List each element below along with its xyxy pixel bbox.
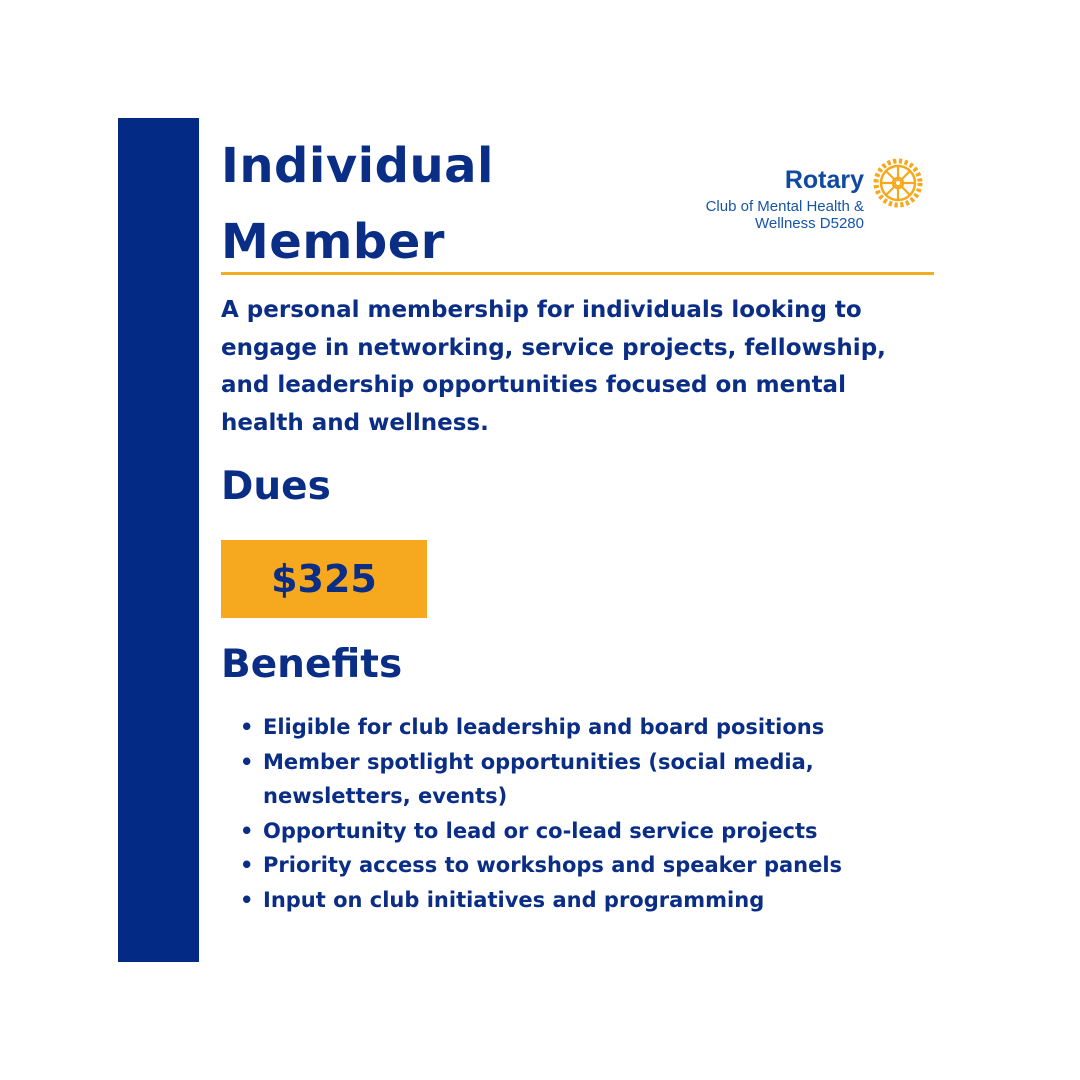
- benefit-item: [240, 814, 920, 849]
- title-line-2: Member: [221, 214, 445, 270]
- benefits-list: [240, 710, 920, 917]
- benefit-text: Opportunity to lead or co-lead service projects: [263, 818, 818, 843]
- title-divider: [221, 272, 934, 275]
- logo-subtitle-line-2: Wellness D5280: [755, 215, 864, 232]
- logo-subtitle: [706, 198, 864, 232]
- benefit-item: [240, 710, 920, 745]
- benefit-item: [240, 848, 920, 883]
- page-title: [221, 128, 494, 280]
- logo-subtitle-line-1: Club of Mental Health &: [705, 198, 864, 215]
- title-line-1: Individual: [221, 138, 494, 194]
- rotary-wheel-icon: [870, 155, 926, 211]
- benefit-item: [240, 883, 920, 918]
- dues-price: $325: [271, 557, 377, 601]
- left-accent-bar: [118, 118, 199, 962]
- bullet-icon: •: [240, 715, 254, 739]
- benefit-item: [240, 745, 920, 814]
- benefit-text: Member spotlight opportunities (social media, newsletters, events): [263, 749, 814, 808]
- bullet-icon: •: [240, 853, 254, 877]
- bullet-icon: •: [240, 887, 254, 912]
- benefit-text: Input on club initiatives and programming: [263, 887, 765, 912]
- bullet-icon: •: [240, 749, 254, 774]
- bullet-icon: •: [240, 818, 254, 843]
- dues-heading: Dues: [221, 464, 331, 509]
- rotary-logo: [660, 152, 940, 242]
- benefit-text: Eligible for club leadership and board positions: [263, 715, 825, 739]
- logo-wordmark: Rotary: [784, 166, 864, 194]
- benefits-heading: Benefits: [221, 642, 403, 687]
- benefit-text: Priority access to workshops and speaker panels: [263, 853, 843, 877]
- price-badge: [221, 540, 427, 618]
- membership-description: A personal membership for individuals looking to engage in networking, service projects, fellowship, and leadership opportunities focused on mental health and wellness.: [221, 297, 886, 436]
